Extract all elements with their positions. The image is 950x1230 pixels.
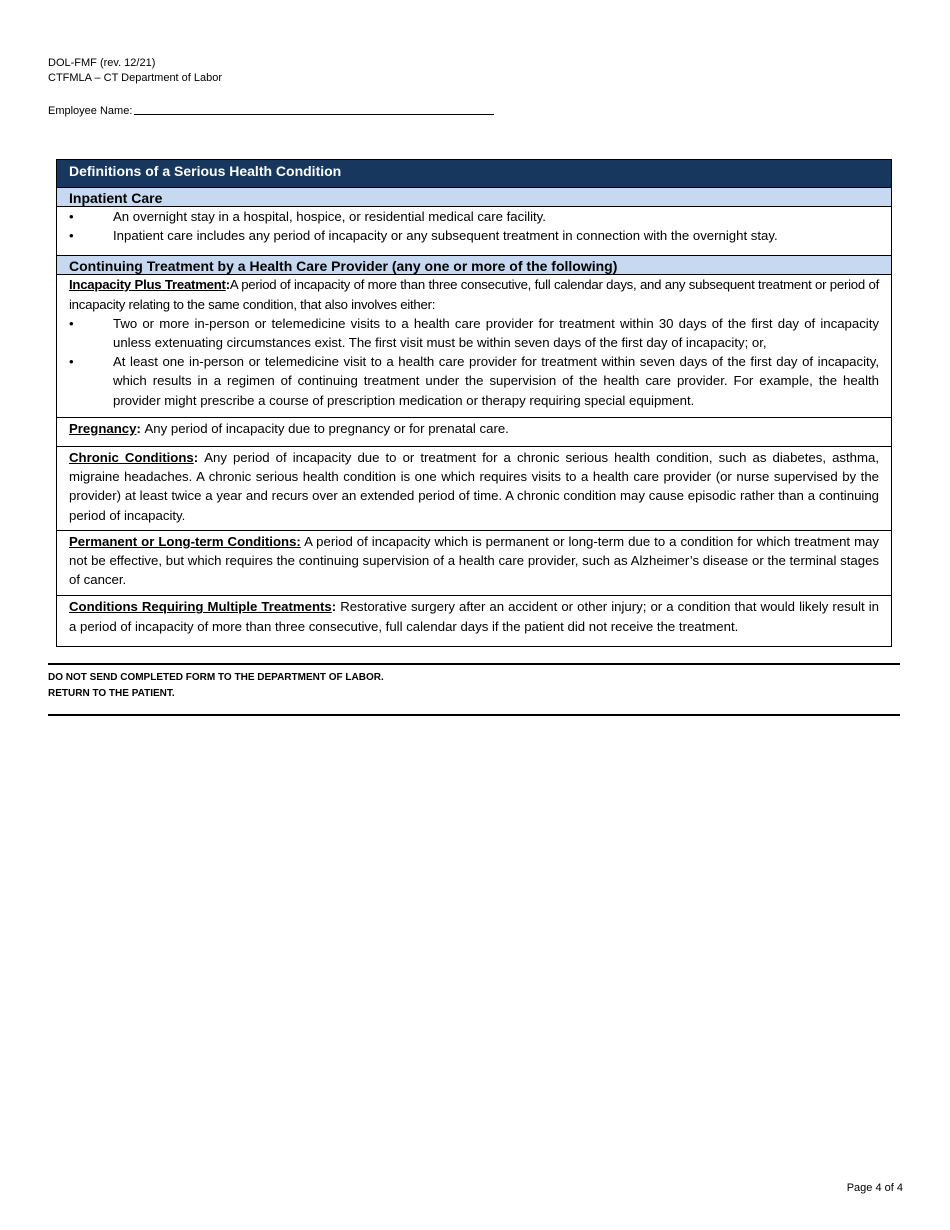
multiple-treatments-cell: Conditions Requiring Multiple Treatments: Restorative surgery after an accident or other injury; or a condition that would likely result in a period of incapacity of more than three consecutive, full calendar days if the patient did not receive the treatment. xyxy=(69,599,880,634)
bullet-icon: • xyxy=(69,209,74,224)
notice-line-1: DO NOT SEND COMPLETED FORM TO THE DEPARTMENT OF LABOR. xyxy=(48,672,384,683)
multiple-treatments-text: Restorative surgery after an accident or other injury; or a condition that would likely result in a period of incapacity of more than three consecutive, full calendar days if the patient did not receive the treatment. xyxy=(69,599,880,634)
incapacity-plus-text: A period of incapacity of more than three consecutive, full calendar days, and any subsequent treatment or period of incapacity relating to the same condition, that also involves either: xyxy=(69,277,879,312)
table-title: Definitions of a Serious Health Condition xyxy=(57,160,891,188)
return-notice xyxy=(48,670,384,702)
multiple-treatments-title: Conditions Requiring Multiple Treatments xyxy=(69,599,332,615)
bullet-icon: • xyxy=(69,354,74,370)
incapacity-plus-list xyxy=(69,314,879,410)
employee-name-label: Employee Name: xyxy=(48,105,133,117)
pregnancy-text: Any period of incapacity due to pregnancy or for prenatal care. xyxy=(144,420,509,436)
list-item: • At least one in-person or telemedicine visit to a health care provider for treatment within seven days of the first day of incapacity, which results in a regimen of continuing treatment under the supervision of the health care provider. For example, the health provider might prescribe a course of prescription medication or therapy requiring special equipment. xyxy=(69,354,879,408)
permanent-conditions-cell xyxy=(57,531,891,597)
notice-line-2: RETURN TO THE PATIENT. xyxy=(48,688,175,699)
top-divider xyxy=(48,663,900,665)
inpatient-cell xyxy=(57,207,891,256)
bullet-icon: • xyxy=(69,315,74,331)
permanent-conditions-text: A period of incapacity which is permanent or long-term due to a condition for which treatment may not be effective, but which requires the continuing supervision of a health care provider, such as Alzheimer’s disease or the terminal stages of cancer. xyxy=(69,533,880,588)
chronic-conditions-title: Chronic Conditions xyxy=(69,450,194,466)
list-item: • Two or more in-person or telemedicine visits to a health care provider for treatment within 30 days of the first day of incapacity unless extenuating circumstances exist. The first visit must be within seven days of the first day of incapacity; or, xyxy=(69,315,879,351)
form-id: DOL-FMF (rev. 12/21) xyxy=(48,57,156,69)
bullet-icon: • xyxy=(69,228,74,244)
employee-name-row xyxy=(48,103,494,117)
incapacity-plus-title: Incapacity Plus Treatment xyxy=(69,277,226,293)
inpatient-list xyxy=(69,207,879,245)
incapacity-plus-cell xyxy=(57,275,891,417)
permanent-conditions-title: Permanent or Long-term Conditions: xyxy=(69,533,301,549)
chronic-conditions-cell: Chronic Conditions: Any period of incapacity due to or treatment for a chronic serious health condition, such as diabetes, asthma, migraine headaches. A chronic serious health condition is one which requires visits to a health care provider (or nurse supervised by the provider) at least twice a year and recurs over an extended period of time. A chronic condition may cause episodic rather than a continuing period of incapacity. xyxy=(57,447,891,531)
continuing-treatment-heading: Continuing Treatment by a Health Care Provider (any one or more of the following) xyxy=(57,256,891,275)
pregnancy-cell: Pregnancy: Any period of incapacity due to pregnancy or for prenatal care. xyxy=(57,418,891,447)
list-item: • Inpatient care includes any period of incapacity or any subsequent treatment in connection with the overnight stay. xyxy=(69,226,879,245)
inpatient-heading: Inpatient Care xyxy=(57,188,891,207)
page-number: Page 4 of 4 xyxy=(846,1182,903,1194)
agency-name: CTFMLA – CT Department of Labor xyxy=(48,72,223,84)
pregnancy-title: Pregnancy xyxy=(69,420,137,436)
list-item: • An overnight stay in a hospital, hospice, or residential medical care facility. xyxy=(69,207,879,226)
incapacity-plus-paragraph: Incapacity Plus Treatment:A period of incapacity of more than three consecutive, full calendar days, and any subsequent treatment or period of incapacity relating to the same condition, that also involves either: xyxy=(69,277,879,312)
employee-name-field[interactable] xyxy=(134,103,494,115)
form-header xyxy=(48,56,222,86)
definitions-table xyxy=(56,159,892,647)
bottom-divider xyxy=(48,714,900,716)
chronic-conditions-text: Any period of incapacity due to or treatment for a chronic serious health condition, such as diabetes, asthma, migraine headaches. A chronic serious health condition is one which requires visits to a health care provider (or nurse supervised by the provider) at least twice a year and recurs over an extended period of time. A chronic condition may cause episodic rather than a continuing period of incapacity. xyxy=(69,450,879,523)
